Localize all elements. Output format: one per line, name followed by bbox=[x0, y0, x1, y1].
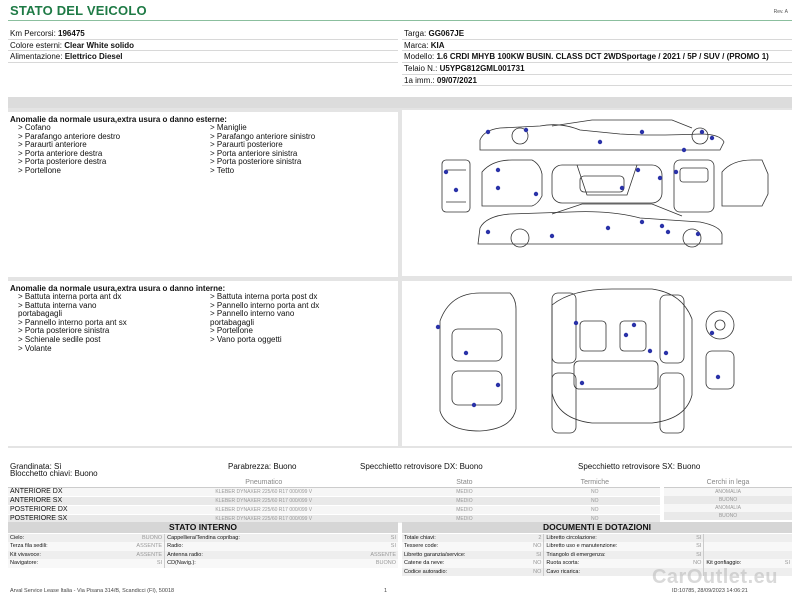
footer-doc-id: ID:10785, 28/09/2023 14:06:21 bbox=[672, 588, 748, 594]
damage-marker bbox=[436, 325, 440, 329]
damage-marker bbox=[636, 168, 640, 172]
list-item: > Porta anteriore destra bbox=[18, 148, 103, 158]
damage-marker bbox=[640, 130, 644, 134]
vehicle-info-left bbox=[8, 28, 398, 63]
page-title: STATO DEL VEICOLO bbox=[10, 3, 147, 18]
windscreen-status: Parabrezza: Buono bbox=[228, 462, 297, 471]
damage-marker bbox=[710, 136, 714, 140]
state-header: Stato bbox=[399, 479, 529, 488]
registration-row: 1a imm.: 09/07/2021 bbox=[402, 75, 792, 87]
mirror-sx-status: Specchietto retrovisore SX: Buono bbox=[578, 462, 701, 471]
tyre-header: Pneumatico bbox=[128, 479, 399, 488]
table-row: ANTERIORE DX KLEBER DYNAXER 225/60 R17 000/099 V MEDIO NO bbox=[8, 488, 660, 497]
model-value: 1.6 CRDI MHYB 100KW BUSIN. CLASS DCT 2WDSportage / 2021 / 5P / SUV / (PROMO 1) bbox=[436, 52, 769, 61]
damage-marker bbox=[486, 130, 490, 134]
table-row: ANOMALIA bbox=[664, 504, 792, 512]
list-item: > Battuta interna vano bbox=[18, 300, 97, 310]
list-item: > Vano porta oggetti bbox=[210, 334, 282, 344]
km-value: 196475 bbox=[58, 29, 85, 38]
list-item: > Porta anteriore sinistra bbox=[210, 148, 298, 158]
vin-row: Telaio N.: U5YPG812GML001731 bbox=[402, 63, 792, 75]
watermark-logo: CarOutlet.eu bbox=[651, 566, 778, 588]
list-item: > Maniglie bbox=[210, 123, 247, 132]
damage-marker bbox=[598, 140, 602, 144]
table-row: Cielo: BUONO Cappelliera/Tendina copribag: SI bbox=[10, 535, 396, 541]
list-item: > Porta posteriore sinistra bbox=[210, 157, 302, 167]
internal-list-right bbox=[210, 293, 319, 345]
damage-marker bbox=[550, 234, 554, 238]
list-item: > Pannello interno porta ant dx bbox=[210, 300, 320, 310]
damage-marker bbox=[464, 351, 468, 355]
internal-anomalies bbox=[8, 281, 398, 446]
table-row: Kit vivavoce: ASSENTE Antenna radio: ASSENTE bbox=[10, 551, 396, 558]
damage-marker bbox=[660, 224, 664, 228]
damage-marker bbox=[444, 170, 448, 174]
list-item: > Battuta interna porta post dx bbox=[210, 292, 318, 301]
damage-markers-internal bbox=[402, 281, 792, 446]
external-anomalies-title: Anomalie da normale usura,extra usura o danno esterne: bbox=[10, 115, 227, 124]
registration-value: 09/07/2021 bbox=[436, 75, 477, 85]
damage-marker bbox=[624, 333, 628, 337]
alloy-wheels-table bbox=[664, 479, 792, 520]
list-item: > Pannello interno vano bbox=[210, 309, 295, 319]
key-lock-status: Blocchetto chiavi: Buono bbox=[10, 469, 98, 478]
list-item: > Parafango anteriore destro bbox=[18, 131, 121, 141]
damage-marker bbox=[486, 230, 490, 234]
damage-marker bbox=[574, 321, 578, 325]
color-value: Clear White solido bbox=[64, 40, 135, 50]
km-row: Km Percorsi: 196475 bbox=[8, 28, 398, 40]
plate-row: Targa: GG067JE bbox=[402, 28, 792, 40]
damage-marker bbox=[454, 188, 458, 192]
mirror-dx-status: Specchietto retrovisore DX: Buono bbox=[360, 462, 483, 471]
damage-marker bbox=[648, 349, 652, 353]
table-row: Catene da neve: NO Ruota scorta: NO Kit gonfiaggio: SI bbox=[404, 560, 790, 567]
table-row: Totale chiavi: 2 Libretto circolazione: SI bbox=[402, 534, 792, 542]
list-item: > Tetto bbox=[210, 165, 235, 175]
footer-address: Arval Service Lease Italia - Via Pisana 314/B, Scandicci (FI), 50018 bbox=[10, 588, 175, 594]
damage-marker bbox=[606, 226, 610, 230]
damage-marker bbox=[700, 130, 704, 134]
model-row: Modello: 1.6 CRDI MHYB 100KW BUSIN. CLASS DCT 2WDSportage / 2021 / 5P / SUV / (PROMO 1) bbox=[402, 51, 792, 63]
damage-marker bbox=[658, 176, 662, 180]
internal-car-diagram bbox=[402, 281, 792, 446]
title-divider bbox=[8, 20, 792, 21]
list-item: > Battuta interna porta ant dx bbox=[18, 292, 122, 301]
fuel-value: Elettrico Diesel bbox=[64, 52, 123, 61]
damage-marker bbox=[632, 323, 636, 327]
table-row: POSTERIORE DX KLEBER DYNAXER 225/60 R17 000/099 V MEDIO NO bbox=[8, 506, 660, 515]
damage-marker bbox=[496, 186, 500, 190]
plate-value: GG067JE bbox=[428, 29, 465, 38]
list-item: > Portellone bbox=[210, 326, 253, 336]
damage-marker bbox=[682, 148, 686, 152]
winter-header: Termiche bbox=[530, 479, 660, 488]
damage-marker bbox=[496, 168, 500, 172]
damage-marker bbox=[524, 128, 528, 132]
list-item: > Parafango anteriore sinistro bbox=[210, 131, 316, 141]
list-item: > Porta posteriore destra bbox=[18, 157, 107, 167]
external-list-right bbox=[210, 124, 315, 176]
table-row: Terza fila sedili: ASSENTE Radio: SI bbox=[10, 543, 396, 550]
damage-markers-external bbox=[402, 110, 792, 276]
list-item: > Pannello interno porta ant sx bbox=[18, 317, 127, 327]
damage-marker bbox=[534, 192, 538, 196]
table-row: BUONO bbox=[664, 512, 792, 520]
list-item: > Volante bbox=[18, 343, 52, 353]
documents-title: DOCUMENTI E DOTAZIONI bbox=[402, 522, 792, 533]
list-item: portabagagli bbox=[210, 317, 255, 327]
interior-state-title: STATO INTERNO bbox=[8, 522, 398, 533]
internal-list-left bbox=[18, 293, 127, 353]
external-car-diagram bbox=[402, 110, 792, 276]
external-anomalies bbox=[8, 112, 398, 277]
vin-value: U5YPG812GML001731 bbox=[439, 64, 525, 73]
vehicle-info-right bbox=[402, 28, 792, 86]
brand-value: KIA bbox=[430, 40, 445, 50]
table-row: POSTERIORE SX KLEBER DYNAXER 225/60 R17 000/099 V MEDIO NO bbox=[8, 515, 660, 524]
table-row: Libretto garanzia/service: SI Triangolo di emergenza: SI bbox=[402, 551, 792, 559]
alloy-wheels-header: Cerchi in lega bbox=[664, 479, 792, 487]
list-item: > Schienale sedile post bbox=[18, 334, 101, 344]
footer-page-number: 1 bbox=[384, 588, 388, 594]
list-item: > Paraurti anteriore bbox=[18, 140, 87, 150]
fuel-row: Alimentazione: Elettrico Diesel bbox=[8, 51, 398, 63]
list-item: > Portellone bbox=[18, 165, 61, 175]
brand-row: Marca: KIA bbox=[402, 40, 792, 52]
damage-marker bbox=[710, 331, 714, 335]
hail-status: Grandinata: Sì bbox=[10, 462, 62, 471]
damage-marker bbox=[696, 232, 700, 236]
damage-marker bbox=[716, 375, 720, 379]
list-item: > Cofano bbox=[18, 123, 51, 132]
color-row: Colore esterni: Clear White solido bbox=[8, 40, 398, 52]
list-item: > Paraurti posteriore bbox=[210, 140, 283, 150]
damage-marker bbox=[674, 170, 678, 174]
table-row: Tessere code: NO Libretto uso e manutenzione: SI bbox=[402, 542, 792, 550]
revision-label: Rev. A bbox=[773, 9, 788, 15]
internal-anomalies-title: Anomalie da normale usura,extra usura o danno interne: bbox=[10, 284, 226, 293]
damage-marker bbox=[666, 230, 670, 234]
table-row: Codice autoradio: NO Cavo ricarica: bbox=[402, 568, 792, 576]
table-row: ANOMALIA bbox=[664, 487, 792, 496]
table-row: ANTERIORE SX KLEBER DYNAXER 225/60 R17 000/099 V MEDIO NO bbox=[8, 497, 660, 506]
external-list-left bbox=[18, 124, 120, 176]
damage-marker bbox=[580, 381, 584, 385]
section-band bbox=[8, 97, 792, 108]
damage-marker bbox=[640, 220, 644, 224]
damage-marker bbox=[472, 403, 476, 407]
damage-marker bbox=[620, 186, 624, 190]
damage-marker bbox=[664, 351, 668, 355]
damage-marker bbox=[496, 383, 500, 387]
interior-state-table bbox=[8, 534, 398, 568]
list-item: > Porta posteriore sinistra bbox=[18, 326, 110, 336]
table-row: Navigatore: SI CD(Navig.): BUONO bbox=[10, 560, 396, 567]
list-item: portabagagli bbox=[18, 309, 63, 319]
table-row: BUONO bbox=[664, 496, 792, 504]
tyres-table bbox=[8, 479, 660, 524]
